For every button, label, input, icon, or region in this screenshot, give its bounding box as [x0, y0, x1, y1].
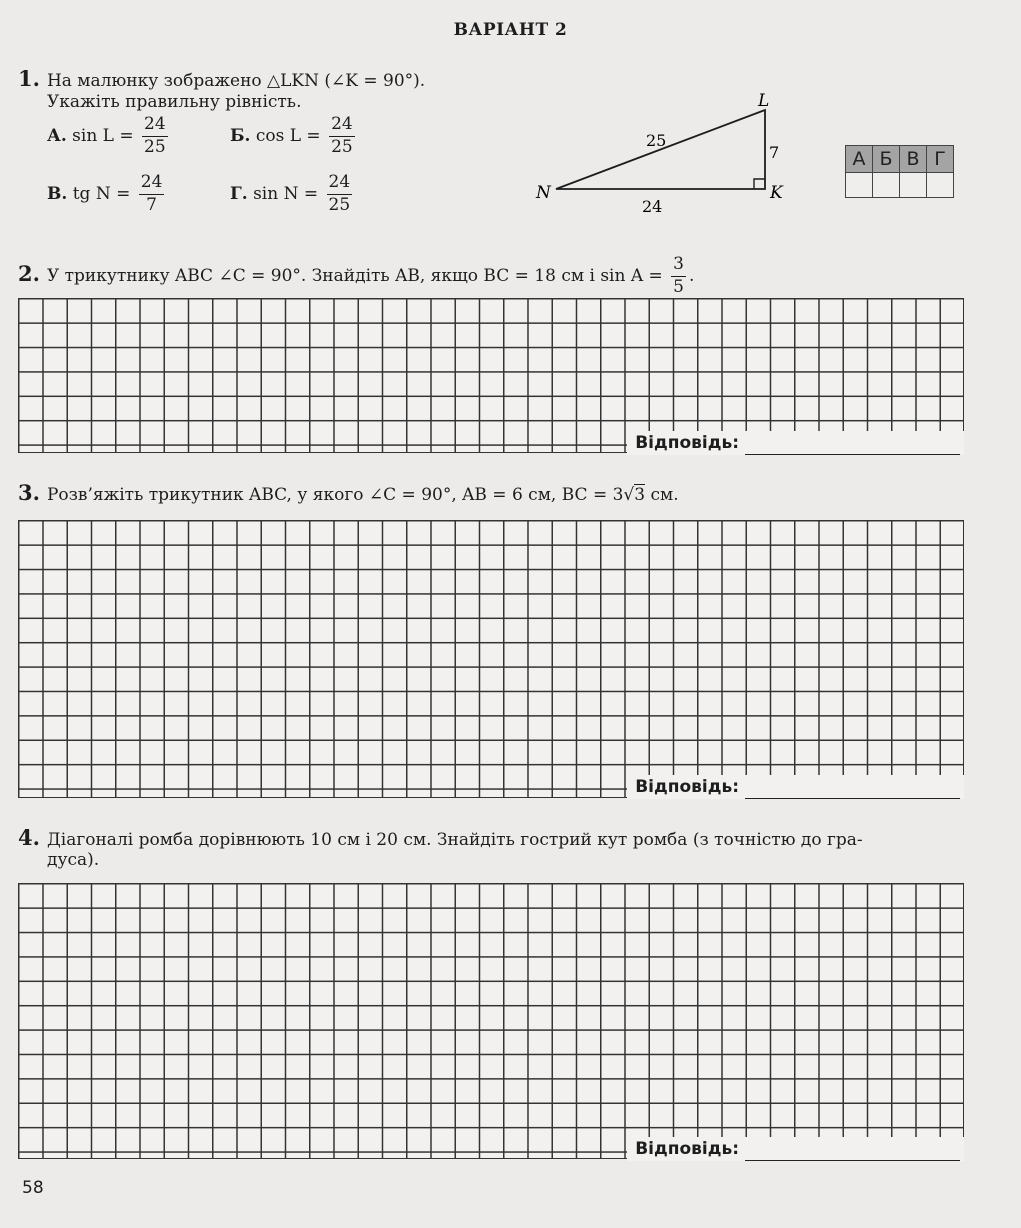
question-4-text-line1: Діагоналі ромба дорівнюють 10 см і 20 см. Знайдіть гострий кут ромба (з точністю до гра-	[46, 830, 863, 850]
answer-field-4[interactable]	[745, 1142, 960, 1161]
answer-label-4: Відповідь:	[635, 1139, 739, 1159]
question-2-text: У трикутнику ABC ∠C = 90°. Знайдіть AB, якщо BC = 18 см і sin A =	[46, 265, 663, 286]
answer-grid-4[interactable]	[18, 883, 964, 1159]
option-a-den: 25	[144, 136, 166, 157]
answer-cell-c[interactable]	[900, 173, 927, 198]
answer-field-2[interactable]	[745, 436, 960, 455]
variant-title: ВАРІАНТ 2	[453, 20, 568, 40]
question-1	[18, 66, 425, 91]
vertex-k-label: K	[770, 183, 783, 203]
answer-line-4[interactable]	[627, 1137, 964, 1161]
answer-label-2: Відповідь:	[635, 433, 739, 453]
question-2-den: 5	[673, 276, 684, 297]
question-1-number: 1.	[18, 66, 40, 91]
question-3-text: Розв’яжіть трикутник ABC, у якого ∠C = 90°, AB = 6 см, BC = 3	[46, 485, 624, 505]
question-2-number: 2.	[18, 260, 40, 286]
option-c-den: 7	[146, 194, 157, 215]
option-d-fraction	[327, 174, 353, 215]
option-a-fraction	[142, 116, 168, 157]
question-2-fraction	[671, 256, 686, 297]
option-a-num: 24	[142, 116, 168, 137]
option-d-expr: sin N =	[253, 183, 319, 204]
option-c-expr: tg N =	[72, 183, 131, 204]
question-2-num: 3	[671, 256, 686, 277]
option-b-letter: Б.	[230, 125, 251, 146]
option-d-num: 24	[327, 174, 353, 195]
question-1-subtext: Укажіть правильну рівність.	[47, 92, 302, 112]
question-2-end: .	[689, 265, 695, 286]
vertex-l-label: L	[758, 91, 770, 111]
option-b	[230, 116, 358, 157]
answer-line-2[interactable]	[627, 431, 964, 455]
option-d	[230, 174, 355, 215]
answer-field-3[interactable]	[745, 780, 960, 799]
side-nk-label: 24	[642, 197, 663, 216]
answer-cell-b[interactable]	[873, 173, 900, 198]
option-b-fraction	[329, 116, 355, 157]
question-3-number: 3.	[18, 480, 40, 505]
option-c-fraction	[139, 174, 165, 215]
vertex-n-label: N	[536, 183, 551, 203]
question-4-number: 4.	[18, 825, 40, 850]
answer-letter-c: В	[900, 146, 927, 173]
answer-letter-d: Г	[927, 146, 954, 173]
option-b-num: 24	[329, 116, 355, 137]
option-d-letter: Г.	[230, 183, 248, 204]
question-1-text: На малюнку зображено △LKN (∠K = 90°).	[46, 71, 426, 91]
answer-label-3: Відповідь:	[635, 777, 739, 797]
side-ln-label: 25	[646, 131, 667, 150]
option-c	[47, 174, 167, 215]
option-b-expr: cos L =	[255, 125, 321, 146]
question-2	[18, 256, 694, 297]
answer-letter-b: Б	[873, 146, 900, 173]
option-c-num: 24	[139, 174, 165, 195]
option-a	[47, 116, 171, 157]
question-3-text-after: см.	[645, 485, 679, 505]
option-a-letter: А.	[47, 125, 67, 146]
question-3-sqrt-arg: 3	[634, 485, 646, 505]
option-c-letter: В.	[47, 183, 68, 204]
answer-letter-a: А	[846, 146, 873, 173]
question-4	[18, 825, 863, 850]
answer-grid-3[interactable]	[18, 520, 964, 798]
option-a-expr: sin L =	[72, 125, 134, 146]
answer-line-3[interactable]	[627, 775, 964, 799]
option-b-den: 25	[331, 136, 353, 157]
sqrt-icon: √	[623, 485, 635, 505]
triangle-lkn-figure	[530, 86, 800, 216]
answer-cell-d[interactable]	[927, 173, 954, 198]
answer-choice-box	[845, 145, 954, 198]
page-number: 58	[22, 1178, 44, 1198]
side-lk-label: 7	[769, 143, 780, 162]
answer-grid-2[interactable]	[18, 298, 964, 453]
question-3	[18, 480, 679, 505]
option-d-den: 25	[328, 194, 351, 215]
answer-cell-a[interactable]	[846, 173, 873, 198]
question-4-text-line2: дуса).	[47, 850, 100, 870]
right-angle-mark	[754, 179, 765, 189]
